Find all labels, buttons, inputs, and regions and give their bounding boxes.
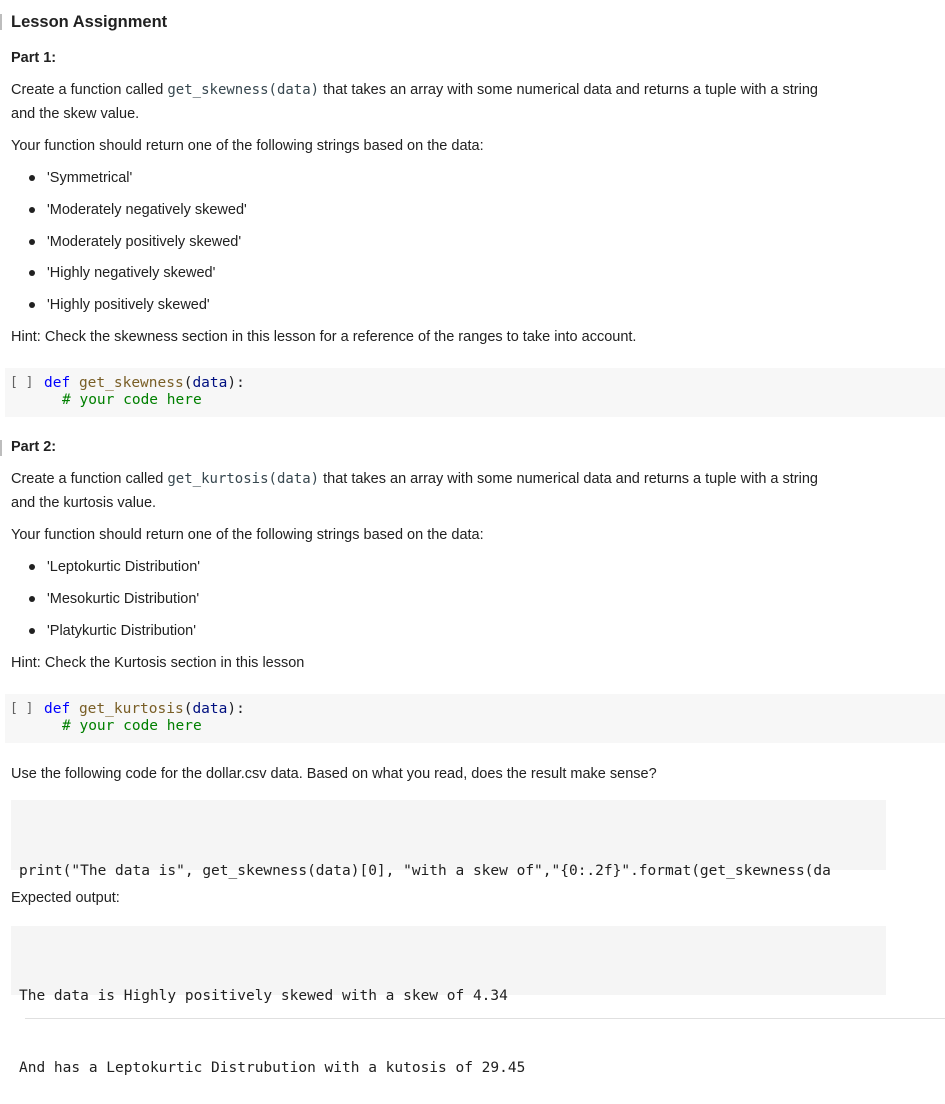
part2-instruction: Your function should return one of the following strings based on the data:	[11, 527, 484, 543]
code-param: data	[192, 375, 228, 391]
code-keyword: def	[44, 375, 71, 391]
list-item	[0, 555, 600, 579]
cell-marker	[0, 440, 2, 456]
cell-marker	[0, 14, 2, 30]
list-item	[0, 230, 600, 254]
list-item	[0, 166, 600, 190]
list-item	[0, 261, 600, 285]
part2-desc-post: that takes an array with some numerical data and returns a tuple with a string	[319, 471, 818, 487]
part2-description	[11, 467, 818, 491]
bullet-icon	[29, 270, 35, 276]
code-keyword: def	[44, 701, 71, 717]
part1-desc-pre: Create a function called	[11, 82, 168, 98]
list-item-label: 'Mesokurtic Distribution'	[47, 591, 200, 607]
list-item	[0, 293, 600, 317]
usage-code-line: print("The data is", get_skewness(data)[0], "with a skew of","{0:.2f}".format(get_skewness(da	[19, 863, 831, 879]
list-item-label: 'Moderately negatively skewed'	[47, 202, 247, 218]
bullet-icon	[29, 302, 35, 308]
part2-description-line2: and the kurtosis value.	[11, 495, 157, 511]
expected-output-line: The data is Highly positively skewed with a skew of 4.34	[19, 988, 508, 1004]
code-punct: ):	[227, 701, 245, 717]
list-item	[0, 587, 600, 611]
part2-hint: Hint: Check the Kurtosis section in this lesson	[11, 655, 305, 671]
bullet-icon	[29, 564, 35, 570]
list-item-label: 'Symmetrical'	[47, 170, 133, 186]
expected-output-block	[11, 926, 886, 1076]
code-line[interactable]	[44, 701, 245, 718]
bullet-icon	[29, 628, 35, 634]
code-punct: ):	[227, 375, 245, 391]
expected-output-label: Expected output:	[11, 890, 120, 906]
list-item-label: 'Highly negatively skewed'	[47, 265, 216, 281]
run-cell-button[interactable]: [ ]	[10, 375, 34, 390]
code-comment[interactable]: # your code here	[62, 392, 202, 408]
bullet-icon	[29, 596, 35, 602]
list-item	[0, 198, 600, 222]
part2-desc-code: get_kurtosis(data)	[167, 471, 320, 487]
divider	[25, 1018, 945, 1019]
bullet-icon	[29, 239, 35, 245]
code-param: data	[192, 701, 228, 717]
code-cell-kurtosis[interactable]	[5, 694, 945, 743]
part1-desc-code: get_skewness(data)	[167, 82, 320, 98]
part1-heading: Part 1:	[11, 50, 57, 66]
run-cell-button[interactable]: [ ]	[10, 701, 34, 716]
usage-text: Use the following code for the dollar.csv data. Based on what you read, does the result make sense?	[11, 766, 657, 782]
list-item-label: 'Leptokurtic Distribution'	[47, 559, 201, 575]
part1-description	[11, 78, 818, 102]
part2-heading: Part 2:	[11, 439, 57, 455]
code-cell-skewness[interactable]	[5, 368, 945, 417]
list-item-label: 'Moderately positively skewed'	[47, 234, 242, 250]
code-punct: (	[183, 701, 193, 717]
part2-desc-pre: Create a function called	[11, 471, 168, 487]
list-item-label: 'Platykurtic Distribution'	[47, 623, 196, 639]
expected-output-line: And has a Leptokurtic Distrubution with a kutosis of 29.45	[19, 1060, 526, 1076]
code-line[interactable]	[44, 375, 245, 392]
list-item-label: 'Highly positively skewed'	[47, 297, 210, 313]
part1-description-line2: and the skew value.	[11, 106, 140, 122]
usage-code-block	[11, 800, 886, 879]
bullet-icon	[29, 207, 35, 213]
part1-instruction: Your function should return one of the following strings based on the data:	[11, 138, 484, 154]
part1-hint: Hint: Check the skewness section in this lesson for a reference of the ranges to take into account.	[11, 329, 637, 345]
code-comment[interactable]: # your code here	[62, 718, 202, 734]
code-function-name: get_kurtosis	[78, 701, 184, 717]
part1-desc-post: that takes an array with some numerical data and returns a tuple with a string	[319, 82, 818, 98]
code-function-name: get_skewness	[78, 375, 184, 391]
page-title: Lesson Assignment	[11, 13, 168, 31]
list-item	[0, 619, 600, 643]
bullet-icon	[29, 175, 35, 181]
code-punct: (	[183, 375, 193, 391]
